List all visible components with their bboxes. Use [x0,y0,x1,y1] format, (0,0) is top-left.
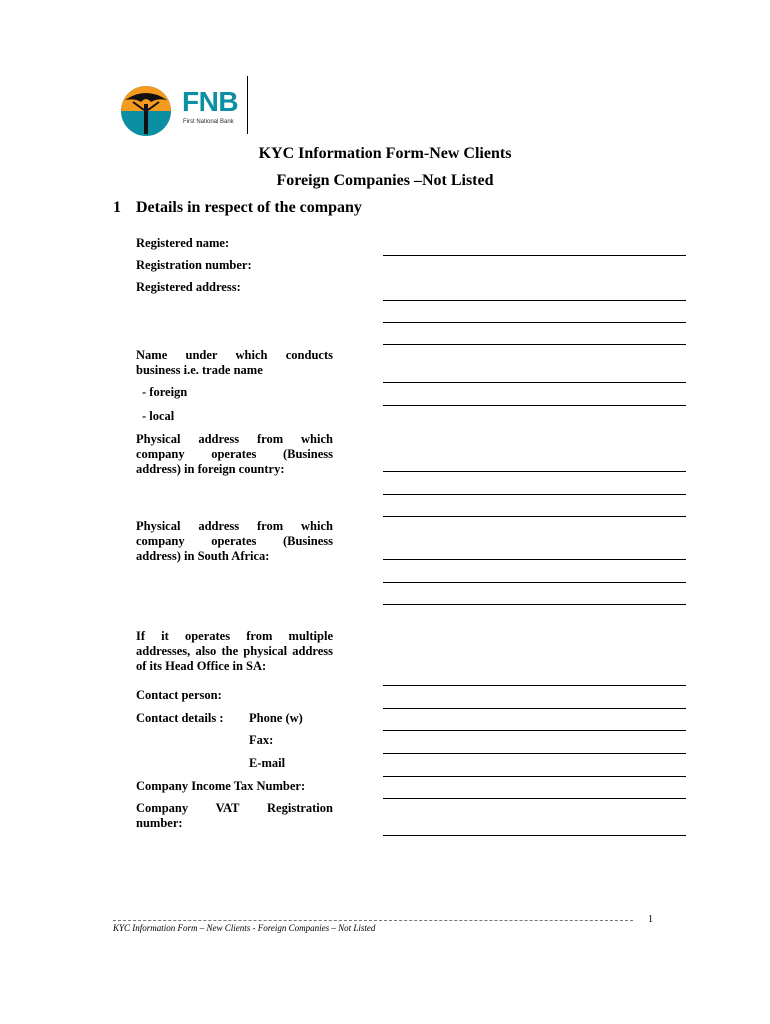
label-foreign: - foreign [142,385,188,399]
label-contact-details: Contact details : [136,711,224,725]
label-local: - local [142,409,175,423]
label-fax: Fax: [249,733,274,747]
input-line-income-tax[interactable] [383,798,686,799]
footer-divider [113,920,633,921]
logo-divider [247,76,248,134]
label-income-tax: Company Income Tax Number: [136,779,306,793]
input-line-phone[interactable] [383,730,686,731]
label-trade-name: Name under which conducts business i.e. trade name [136,348,333,377]
section-heading [113,199,362,217]
input-line-registered-name[interactable] [383,255,686,256]
label-phone: Phone (w) [249,711,303,725]
form-subtitle: Foreign Companies –Not Listed [276,172,494,189]
input-line-fax[interactable] [383,753,686,754]
input-line-head-office[interactable] [383,685,686,686]
input-line-physical-foreign-2[interactable] [383,494,686,495]
footer-text: KYC Information Form – New Clients - Foreign Companies – Not Listed [113,923,376,933]
input-line-registered-address-3[interactable] [383,344,686,345]
label-physical-sa: Physical address from which company operates (Business address) in South Africa: [136,519,333,563]
logo-subtitle: First National Bank [183,119,234,125]
label-physical-foreign: Physical address from which company operates (Business address) in foreign country: [136,432,333,476]
label-vat: Company VAT Registration number: [136,801,333,830]
page-number: 1 [648,914,653,925]
section-number: 1 [113,199,121,216]
input-line-email[interactable] [383,776,686,777]
section-title: Details in respect of the company [136,199,362,216]
label-multiple-addresses: If it operates from multiple addresses, also the physical address of its Head Office in SA: [136,629,333,673]
label-registered-name: Registered name: [136,236,230,250]
logo-wordmark: FNB [182,86,239,117]
input-line-trade-name-local[interactable] [383,405,686,406]
input-line-physical-sa-2[interactable] [383,582,686,583]
input-line-trade-name-foreign[interactable] [383,382,686,383]
input-line-contact-person[interactable] [383,708,686,709]
input-line-registered-address-1[interactable] [383,300,686,301]
label-contact-person: Contact person: [136,688,222,702]
input-line-physical-foreign-3[interactable] [383,516,686,517]
input-line-physical-sa-3[interactable] [383,604,686,605]
input-line-physical-sa-1[interactable] [383,559,686,560]
label-email: E-mail [249,756,286,770]
input-line-vat[interactable] [383,835,686,836]
input-line-registered-address-2[interactable] [383,322,686,323]
label-registration-number: Registration number: [136,258,252,272]
form-title: KYC Information Form-New Clients [258,145,512,162]
input-line-physical-foreign-1[interactable] [383,471,686,472]
label-registered-address: Registered address: [136,280,241,294]
